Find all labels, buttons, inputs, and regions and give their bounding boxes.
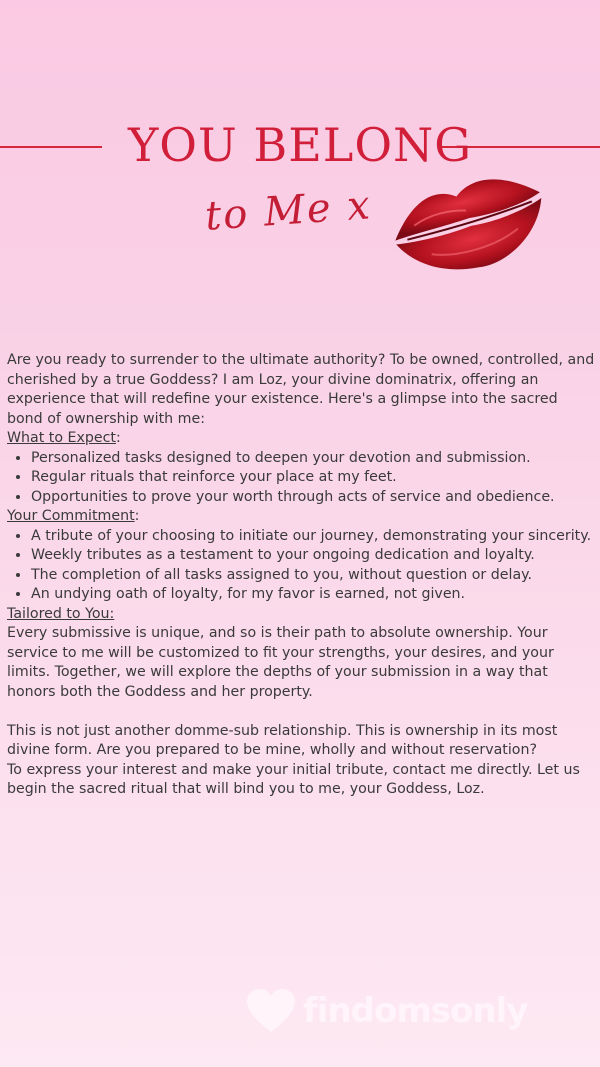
- list-item: • The completion of all tasks assigned to you, without question or delay.: [31, 566, 595, 586]
- closing-paragraph-1: This is not just another domme-sub relationship. This is ownership in its most divine form. Are you prepared to be mine, wholly and without reservation?: [7, 722, 558, 758]
- expect-heading-line: What to Expect:: [7, 430, 121, 446]
- heart-icon: [245, 988, 297, 1034]
- list-item: • An undying oath of loyalty, for my favor is earned, not given.: [31, 585, 595, 605]
- expect-list: [7, 449, 595, 508]
- commitment-heading: Your Commitment: [7, 508, 135, 524]
- watermark-logo: [245, 988, 527, 1034]
- lips-kiss-icon: [385, 160, 555, 285]
- commitment-list: [7, 527, 595, 605]
- watermark-text: findomsonly: [303, 991, 528, 1031]
- tailored-heading: Tailored to You:: [7, 605, 115, 622]
- page-title: YOU BELONG: [127, 118, 473, 172]
- list-item: • Weekly tributes as a testament to your ongoing dedication and loyalty.: [31, 546, 595, 566]
- intro-paragraph: Are you ready to surrender to the ultimate authority? To be owned, controlled, and cherished by a true Goddess? I am Loz, your divine dominatrix, offering an experience that will redefine your existence. Here's a glimpse into the sacred bond of ownership with me:: [7, 352, 595, 427]
- closing-paragraph-2: To express your interest and make your initial tribute, contact me directly. Let us begin the sacred ritual that will bind you to me, your Goddess, Loz.: [7, 761, 580, 797]
- paragraph-spacer: [7, 702, 595, 722]
- expect-heading: What to Expect: [7, 430, 116, 446]
- list-item: • A tribute of your choosing to initiate our journey, demonstrating your sincerity.: [31, 527, 595, 547]
- list-item: • Opportunities to prove your worth through acts of service and obedience.: [31, 488, 595, 508]
- page-subtitle: to Me x: [203, 182, 374, 240]
- tailored-paragraph: Every submissive is unique, and so is their path to absolute ownership. Your service to me will be customized to fit your strengths, your desires, and your limits. Together, we will explore the depths of your submission in a way that honors both the Goddess and her property.: [7, 625, 554, 700]
- tailored-heading-line: [7, 605, 595, 625]
- list-item: • Personalized tasks designed to deepen your devotion and submission.: [31, 449, 595, 469]
- main-text: [7, 351, 595, 800]
- commitment-heading-line: Your Commitment:: [7, 508, 140, 524]
- list-item: • Regular rituals that reinforce your place at my feet.: [31, 468, 595, 488]
